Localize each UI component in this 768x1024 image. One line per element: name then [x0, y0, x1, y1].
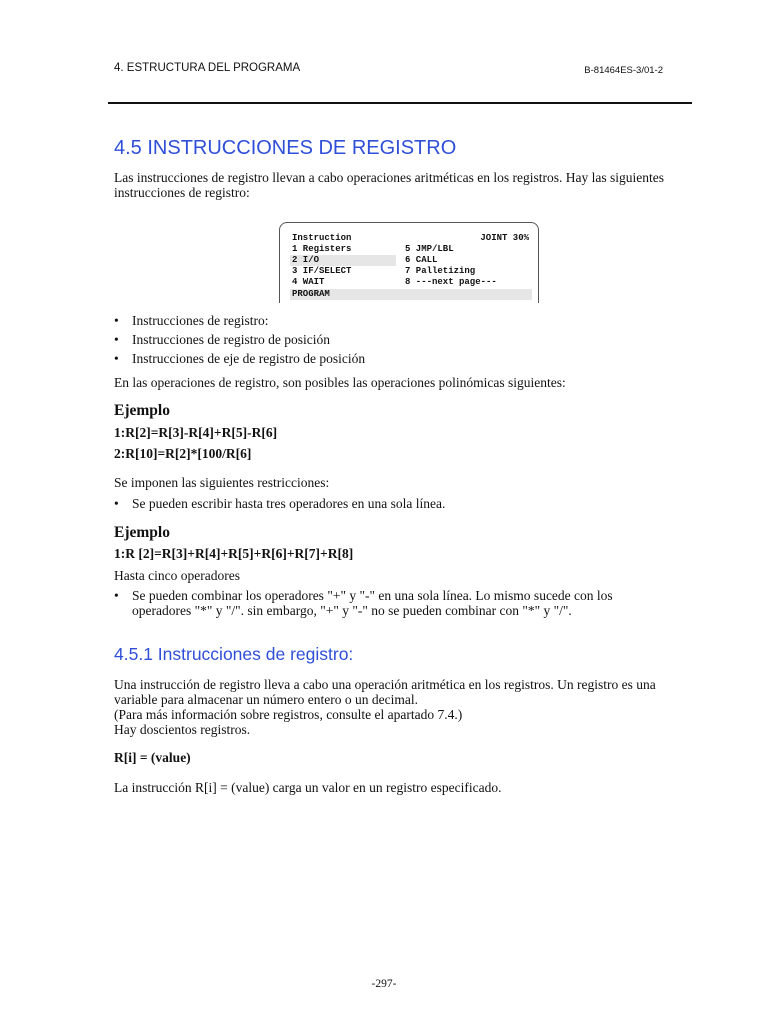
list-item-line: Se pueden combinar los operadores "+" y "-" en una sola línea. Lo mismo sucede con los	[132, 588, 613, 603]
list-item-text: Instrucciones de registro de posición	[132, 332, 330, 347]
pendant-menu-item-jmp-lbl[interactable]: 5 JMP/LBL	[405, 244, 454, 254]
example-heading: Ejemplo	[114, 402, 170, 419]
bullet-icon: •	[114, 496, 119, 511]
example-code-line: 1:R[2]=R[3]-R[4]+R[5]-R[6]	[114, 425, 278, 440]
bullet-icon: •	[114, 332, 119, 347]
subsection-title: 4.5.1 Instrucciones de registro:	[114, 644, 354, 664]
paragraph-line: Hay doscientos registros.	[114, 722, 251, 737]
list-item-line: operadores "*" y "/". sin embargo, "+" y "-" no se pueden combinar con "*" y "/".	[132, 603, 572, 618]
pendant-menu-item-wait[interactable]: 4 WAIT	[292, 277, 325, 287]
teach-pendant-screen	[279, 222, 539, 303]
example-code-line: 2:R[10]=R[2]*[100/R[6]	[114, 446, 252, 461]
intro-line: Las instrucciones de registro llevan a cabo operaciones aritméticas en los registros. Hay las siguientes	[114, 170, 664, 185]
pendant-title-bar	[290, 233, 532, 244]
intro-line: instrucciones de registro:	[114, 185, 250, 200]
example-heading: Ejemplo	[114, 524, 170, 541]
pendant-menu-item-call[interactable]: 6 CALL	[405, 255, 438, 265]
pendant-footer-label: PROGRAM	[292, 289, 330, 299]
list-item	[114, 496, 694, 511]
header-doc-code: B-81464ES-3/01-2	[584, 65, 663, 76]
pendant-menu-row	[290, 266, 532, 277]
five-operators-text: Hasta cinco operadores	[114, 568, 240, 583]
list-item-text: Instrucciones de registro:	[132, 313, 269, 328]
list-item	[114, 351, 694, 366]
list-item-text: Se pueden escribir hasta tres operadores en una sola línea.	[132, 496, 446, 511]
header-section: 4. ESTRUCTURA DEL PROGRAMA	[114, 62, 301, 74]
pendant-menu-item-if-select[interactable]: 3 IF/SELECT	[292, 266, 352, 276]
header-rule	[108, 102, 692, 104]
section-title: 4.5 INSTRUCCIONES DE REGISTRO	[114, 137, 457, 159]
polynomial-text: En las operaciones de registro, son posibles las operaciones polinómicas siguientes:	[114, 375, 566, 390]
list-item-text	[132, 588, 613, 618]
example-code-line: 1:R [2]=R[3]+R[4]+R[5]+R[6]+R[7]+R[8]	[114, 546, 354, 561]
bullet-icon: •	[114, 588, 119, 603]
pendant-menu-row	[290, 277, 532, 288]
restrictions-text: Se imponen las siguientes restricciones:	[114, 475, 330, 490]
bullet-icon: •	[114, 313, 119, 328]
pendant-footer	[290, 289, 532, 300]
page-number: -297-	[371, 978, 397, 990]
pendant-menu-row	[290, 255, 532, 266]
list-item	[114, 332, 694, 347]
pendant-menu-row	[290, 244, 532, 255]
pendant-menu-item-next-page[interactable]: 8 ---next page---	[405, 277, 497, 287]
paragraph-line: Una instrucción de registro lleva a cabo una operación aritmética en los registros. Un registro es una	[114, 677, 656, 692]
pendant-status: JOINT 30%	[480, 233, 529, 243]
syntax-heading: R[i] = (value)	[114, 750, 191, 765]
syntax-description: La instrucción R[i] = (value) carga un valor en un registro especificado.	[114, 780, 502, 795]
list-item-text: Instrucciones de eje de registro de posición	[132, 351, 366, 366]
list-item	[114, 588, 694, 618]
pendant-menu-item-palletizing[interactable]: 7 Palletizing	[405, 266, 476, 276]
bullet-icon: •	[114, 351, 119, 366]
pendant-menu-item-io[interactable]: 2 I/O	[292, 255, 320, 265]
paragraph-line: (Para más información sobre registros, consulte el apartado 7.4.)	[114, 707, 463, 722]
intro-paragraph	[114, 170, 694, 200]
subsection-paragraph	[114, 677, 694, 737]
list-item	[114, 313, 694, 328]
pendant-title: Instruction	[292, 233, 352, 243]
paragraph-line: variable para almacenar un número entero o un decimal.	[114, 692, 418, 707]
pendant-menu-item-registers[interactable]: 1 Registers	[292, 244, 352, 254]
